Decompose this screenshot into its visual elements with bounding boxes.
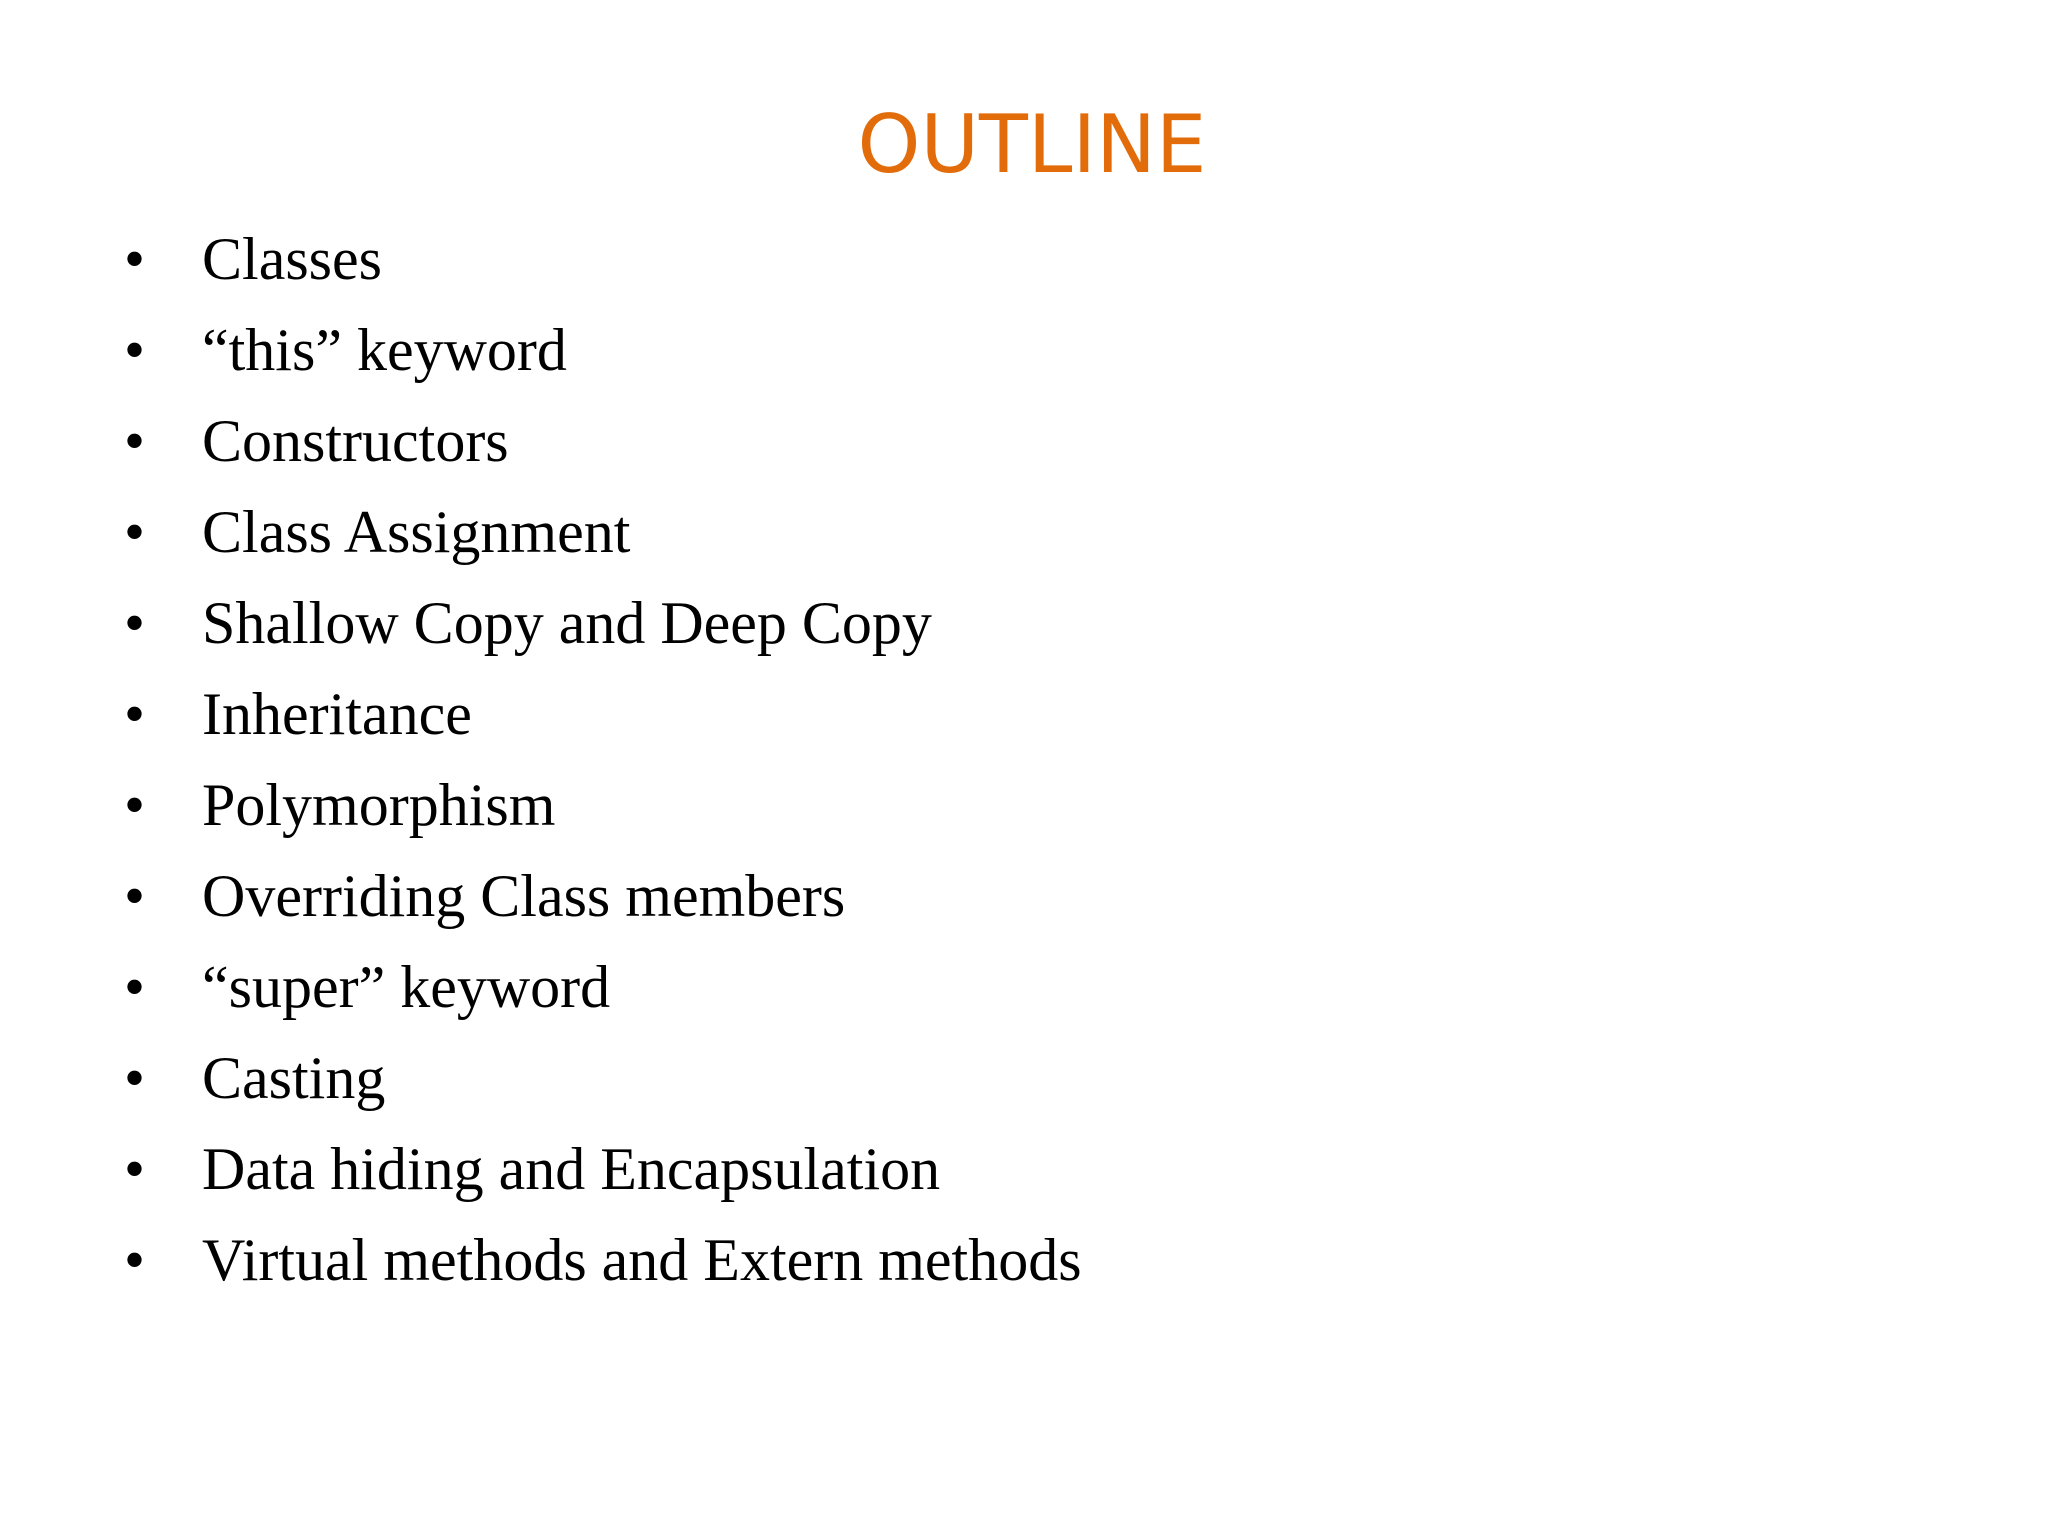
bullet-icon: •: [124, 772, 146, 838]
list-item-label: Polymorphism: [202, 772, 556, 838]
bullet-icon: •: [124, 954, 146, 1020]
bullet-icon: •: [124, 408, 146, 474]
list-item-label: Inheritance: [202, 681, 472, 747]
bullet-icon: •: [124, 863, 146, 929]
list-item-label: Shallow Copy and Deep Copy: [202, 590, 932, 656]
list-item-label: Constructors: [202, 408, 509, 474]
bullet-icon: •: [124, 1045, 146, 1111]
slide-title: OUTLINE: [857, 98, 1207, 191]
list-item-label: Overriding Class members: [202, 863, 846, 929]
list-item-label: Data hiding and Encapsulation: [202, 1136, 941, 1202]
bullet-icon: •: [124, 1136, 146, 1202]
bullet-icon: •: [124, 1227, 146, 1293]
list-item-label: “this” keyword: [202, 317, 567, 383]
list-item-label: Class Assignment: [202, 499, 631, 565]
list-item-label: Classes: [202, 226, 382, 292]
list-item-label: Casting: [202, 1045, 386, 1111]
bullet-icon: •: [124, 226, 146, 292]
list-item-label: Virtual methods and Extern methods: [202, 1227, 1082, 1293]
bullet-icon: •: [124, 590, 146, 656]
bullet-icon: •: [124, 499, 146, 565]
list-item-label: “super” keyword: [202, 954, 611, 1020]
bullet-icon: •: [124, 317, 146, 383]
bullet-icon: •: [124, 681, 146, 747]
